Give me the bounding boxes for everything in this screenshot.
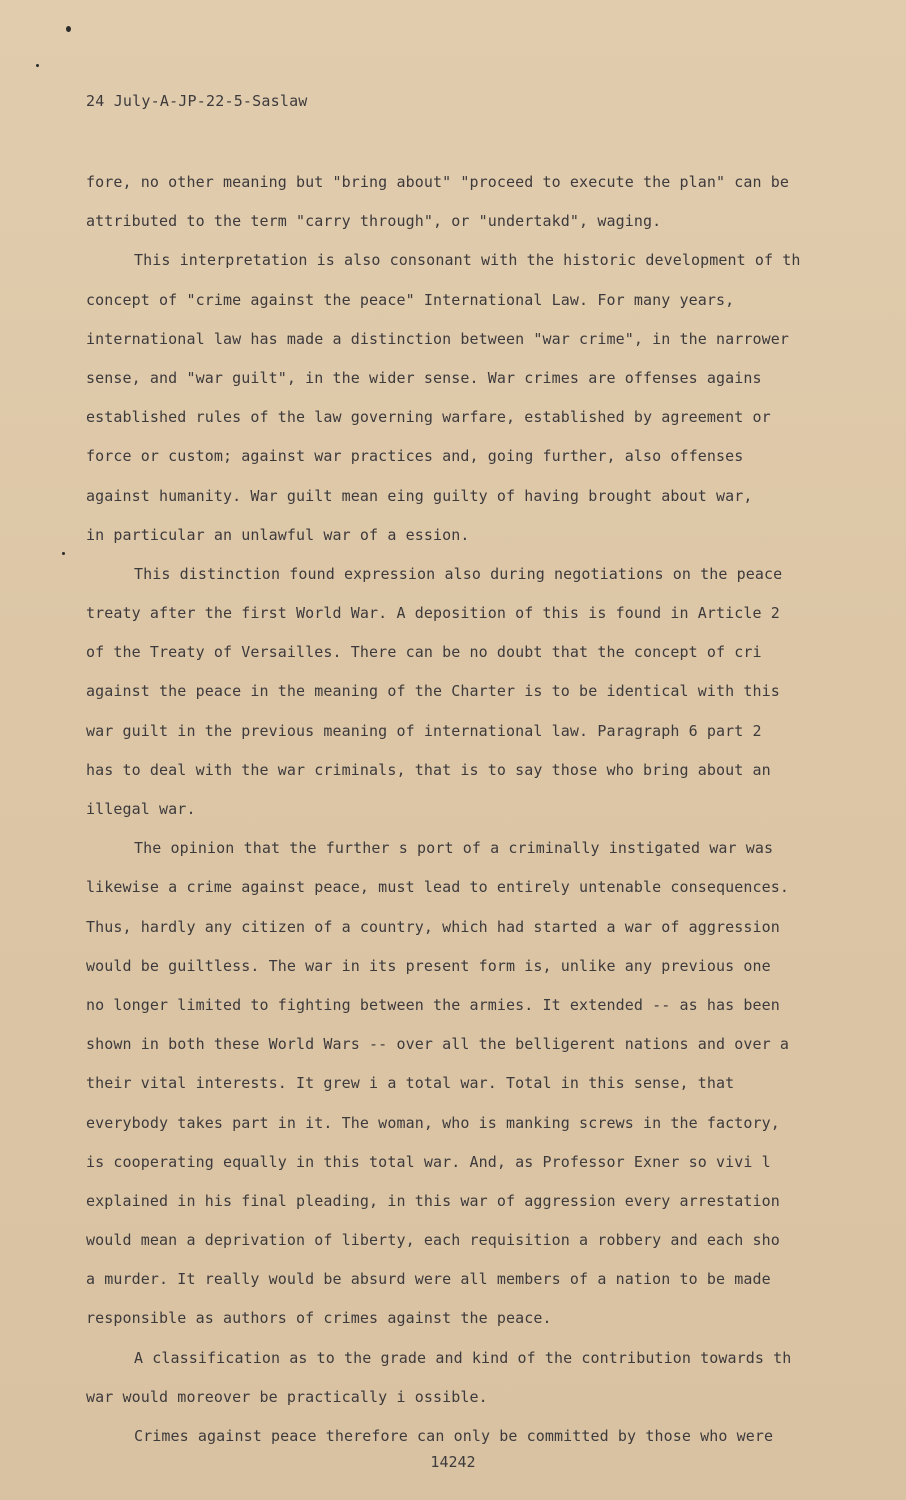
text-line: This interpretation is also consonant with the historic development of th [134, 251, 801, 270]
text-line: shown in both these World Wars -- over all the belligerent nations and over a [86, 1035, 790, 1054]
text-line: everybody takes part in it. The woman, who is manking screws in the factory, [86, 1113, 780, 1132]
typed-body-text [86, 168, 886, 1461]
text-line: Crimes against peace therefore can only be committed by those who were [134, 1427, 774, 1445]
text-line: has to deal with the war criminals, that is to say those who bring about an [86, 760, 771, 779]
text-line: against humanity. War guilt mean eing guilty of having brought about war, [86, 486, 753, 505]
text-line: The opinion that the further s port of a criminally instigated war was [134, 839, 774, 858]
text-line: illegal war. [86, 800, 196, 818]
text-line: war would moreover be practically i ossible. [86, 1387, 488, 1406]
ink-speck [36, 64, 39, 67]
text-line: concept of "crime against the peace" International Law. For many years, [86, 290, 735, 309]
text-line: of the Treaty of Versailles. There can be no doubt that the concept of cri [86, 643, 762, 662]
text-line: Thus, hardly any citizen of a country, which had started a war of aggression [86, 917, 780, 936]
document-reference-header: 24 July-A-JP-22-5-Saslaw [86, 92, 308, 110]
text-line: a murder. It really would be absurd were all members of a nation to be made [86, 1270, 771, 1289]
text-line: international law has made a distinction between "war crime", in the narrower [86, 329, 790, 348]
text-line: A classification as to the grade and kind of the contribution towards th [134, 1348, 792, 1367]
text-line: war guilt in the previous meaning of international law. Paragraph 6 part 2 [86, 721, 762, 740]
text-line: their vital interests. It grew i a total war. Total in this sense, that [86, 1074, 735, 1093]
text-line: fore, no other meaning but "bring about" "proceed to execute the plan" can be [86, 173, 790, 191]
ink-speck [62, 552, 65, 555]
text-line: likewise a crime against peace, must lead to entirely untenable consequences. [86, 878, 790, 897]
text-line: in particular an unlawful war of a ession. [86, 525, 470, 544]
text-line: force or custom; against war practices and, going further, also offenses [86, 447, 744, 466]
text-line: sense, and "war guilt", in the wider sense. War crimes are offenses agains [86, 368, 762, 387]
text-line: would be guiltless. The war in its present form is, unlike any previous one [86, 956, 771, 975]
text-line: against the peace in the meaning of the Charter is to be identical with this [86, 682, 780, 701]
text-line: responsible as authors of crimes against the peace. [86, 1309, 552, 1328]
text-line: explained in his final pleading, in this war of aggression every arrestation [86, 1191, 780, 1210]
ink-speck [66, 26, 71, 32]
page-number: 14242 [430, 1453, 476, 1471]
text-line: This distinction found expression also during negotiations on the peace [134, 564, 783, 583]
text-line: attributed to the term "carry through", or "undertakd", waging. [86, 212, 662, 231]
text-line: established rules of the law governing warfare, established by agreement or [86, 408, 771, 427]
text-line: no longer limited to fighting between the armies. It extended -- as has been [86, 995, 780, 1014]
text-line: would mean a deprivation of liberty, each requisition a robbery and each sho [86, 1231, 780, 1250]
text-line: treaty after the first World War. A deposition of this is found in Article 2 [86, 604, 780, 623]
text-line: is cooperating equally in this total war. And, as Professor Exner so vivi l [86, 1152, 771, 1171]
